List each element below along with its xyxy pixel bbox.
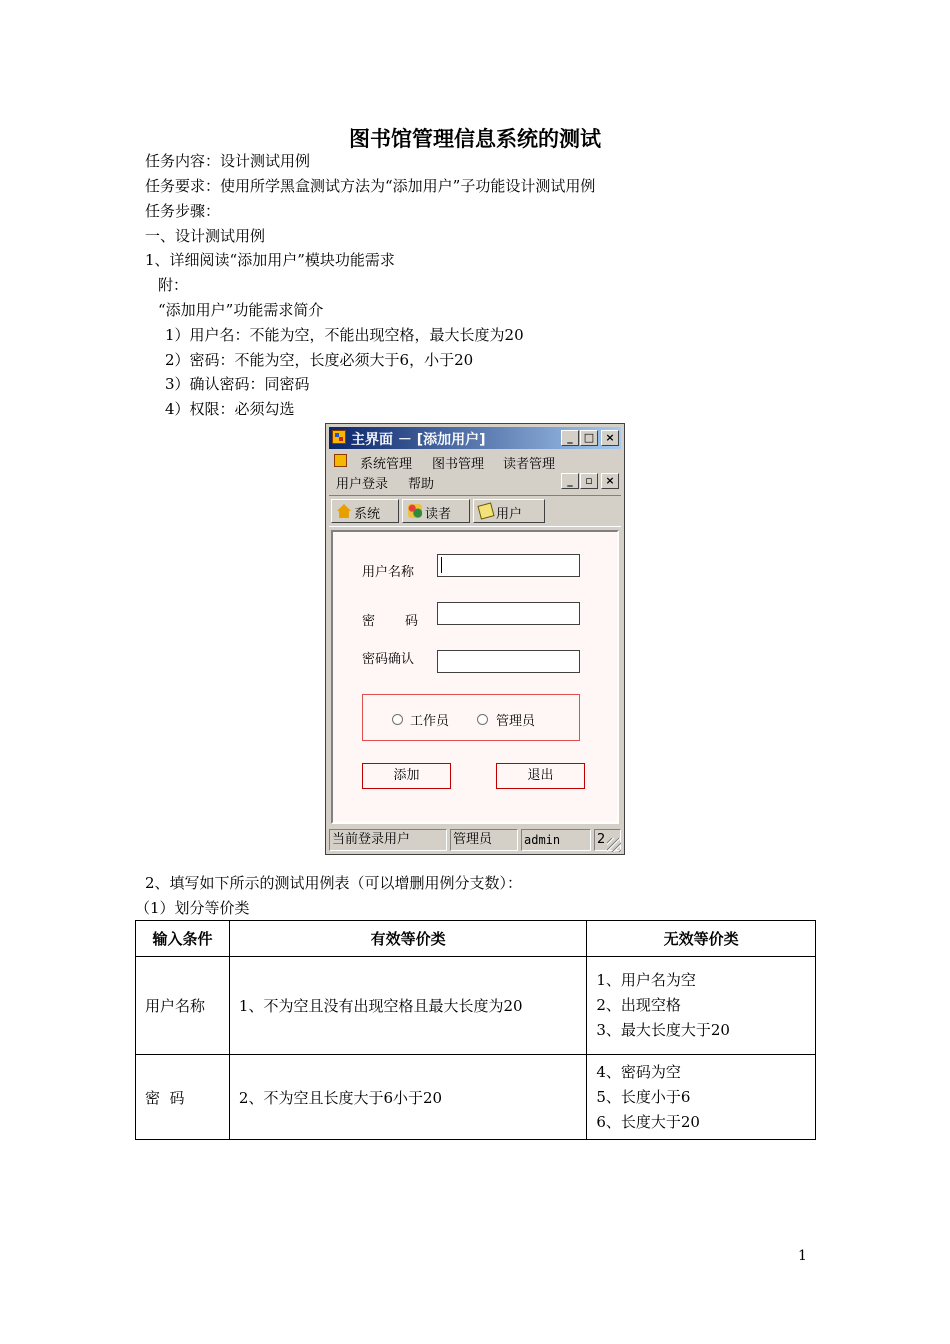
add-button[interactable]: 添加: [362, 763, 451, 789]
status-role: 管理员: [450, 829, 518, 851]
toolbar-user-label: 用户: [496, 507, 523, 522]
toolbar-readers-button[interactable]: [402, 499, 470, 523]
menu-system[interactable]: 系统管理: [360, 457, 413, 472]
confirm-password-label: 密码确认: [362, 652, 415, 667]
invalid-class-item: 4、密码为空: [596, 1062, 681, 1081]
table-header: 输入条件: [136, 921, 230, 957]
radio-worker-label: 工作员: [410, 714, 450, 729]
toolbar-readers-label: 读者: [425, 507, 452, 522]
table-row: [136, 957, 816, 1055]
menu-bar-2: [329, 471, 621, 491]
child-close-icon[interactable]: ×: [601, 473, 619, 489]
requirement-item: 1）用户名：不能为空，不能出现空格，最大长度为20: [165, 326, 524, 344]
status-username: admin: [521, 829, 591, 851]
task-steps: 任务步骤：: [145, 202, 221, 220]
invalid-class-item: 1、用户名为空: [596, 971, 696, 989]
document-title: 图书馆管理信息系统的测试: [349, 126, 601, 151]
radio-admin[interactable]: [477, 714, 488, 725]
confirm-password-input[interactable]: [437, 650, 580, 673]
radio-admin-label: 管理员: [496, 714, 536, 729]
table-cell: 密 码: [136, 1055, 230, 1140]
status-count: 2: [594, 829, 621, 851]
maximize-icon[interactable]: □: [580, 430, 598, 446]
permission-group: [362, 694, 580, 741]
table-cell: [587, 957, 816, 1055]
menu-help[interactable]: 帮助: [408, 477, 435, 492]
home-icon: [337, 504, 351, 518]
table-header: 有效等价类: [229, 921, 586, 957]
section-heading: 一、设计测试用例: [145, 227, 266, 245]
menu-bar: [329, 451, 621, 471]
menu-books[interactable]: 图书管理: [432, 457, 485, 472]
password-label-2: 码: [405, 614, 419, 629]
requirements-heading: “添加用户”功能需求简介: [158, 301, 324, 319]
window-titlebar: [329, 427, 621, 449]
appendix-label: 附：: [158, 276, 189, 294]
text-caret: [441, 557, 442, 573]
equivalence-class-table: [135, 920, 816, 1140]
password-input[interactable]: [437, 602, 580, 625]
radio-worker[interactable]: [392, 714, 403, 725]
invalid-class-item: 3、最大长度大于20: [596, 1021, 730, 1039]
table-header-row: [136, 921, 816, 957]
window-title: 主界面 － [添加用户]: [351, 432, 486, 448]
task-content: 任务内容：设计测试用例: [145, 152, 311, 170]
table-header: 无效等价类: [587, 921, 816, 957]
menu-readers[interactable]: 读者管理: [503, 457, 556, 472]
exit-button[interactable]: 退出: [496, 763, 585, 789]
table-cell: [587, 1055, 816, 1140]
mdi-app-icon: [334, 454, 347, 467]
username-label: 用户名称: [362, 565, 415, 580]
minimize-icon[interactable]: _: [561, 430, 579, 446]
toolbar-system-label: 系统: [354, 507, 381, 522]
table-cell: 2、不为空且长度大于6小于20: [229, 1055, 586, 1140]
resize-grip-icon[interactable]: [607, 838, 621, 852]
close-icon[interactable]: ×: [601, 430, 619, 446]
status-bar: [329, 828, 621, 852]
step-2: 2、填写如下所示的测试用例表（可以增删用例分支数）：: [145, 874, 523, 892]
people-icon: [408, 504, 422, 518]
toolbar-system-button[interactable]: [331, 499, 399, 523]
child-minimize-icon[interactable]: _: [561, 473, 579, 489]
task-requirement: 任务要求：使用所学黑盒测试方法为“添加用户”子功能设计测试用例: [145, 177, 596, 195]
requirement-item: 4）权限：必须勾选: [165, 400, 295, 418]
app-icon: [332, 430, 346, 444]
child-restore-icon[interactable]: ▫: [580, 473, 598, 489]
toolbar: [329, 495, 621, 527]
table-cell: 1、不为空且没有出现空格且最大长度为20: [229, 957, 586, 1055]
invalid-class-item: 5、长度小于6: [596, 1087, 691, 1106]
status-current-user-label: 当前登录用户: [329, 829, 447, 851]
notepad-icon: [477, 502, 494, 519]
username-input[interactable]: [437, 554, 580, 577]
add-user-form: [331, 530, 619, 824]
invalid-class-item: 2、出现空格: [596, 996, 681, 1014]
requirement-item: 2）密码：不能为空，长度必须大于6，小于20: [165, 351, 474, 369]
table-row: [136, 1055, 816, 1140]
app-window: [325, 423, 625, 855]
requirement-item: 3）确认密码：同密码: [165, 375, 310, 393]
password-label-1: 密: [362, 614, 376, 629]
invalid-class-item: 6、长度大于20: [596, 1112, 700, 1131]
toolbar-user-button[interactable]: [473, 499, 545, 523]
table-cell: 用户名称: [136, 957, 230, 1055]
page-number: 1: [798, 1248, 807, 1264]
step-2-sub: （1）划分等价类: [135, 899, 250, 917]
menu-user-login[interactable]: 用户登录: [336, 477, 389, 492]
step-1: 1、详细阅读“添加用户”模块功能需求: [145, 251, 395, 269]
